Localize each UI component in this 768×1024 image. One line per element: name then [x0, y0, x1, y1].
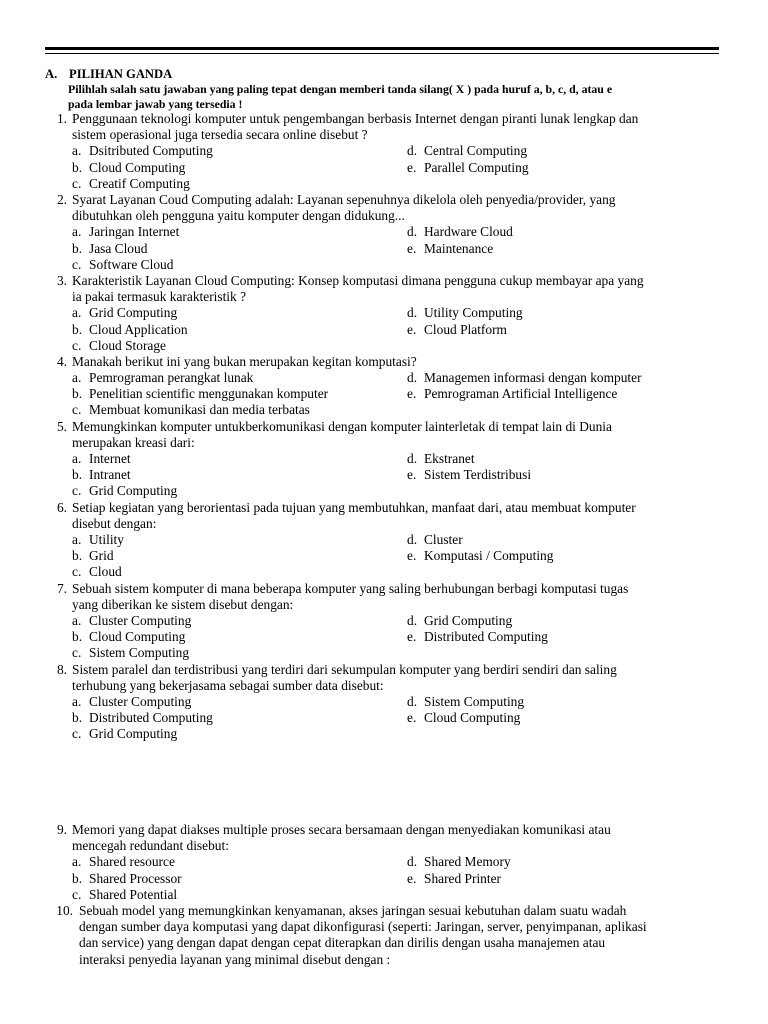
option-text: Shared Processor: [89, 870, 182, 886]
option-row: [45, 871, 725, 887]
question-number: 10.: [56, 902, 73, 918]
option-text: Pemrograman perangkat lunak: [89, 370, 254, 386]
option-row: [45, 176, 725, 192]
option-row: [45, 613, 725, 629]
option-text: Cluster Computing: [89, 693, 192, 709]
option-text: Cloud Computing: [89, 159, 186, 175]
option-letter: e.: [407, 870, 417, 886]
option-letter: e.: [407, 159, 417, 175]
option-row: [45, 143, 725, 159]
question-2-text-line: [45, 192, 725, 208]
answer-options: [45, 694, 725, 743]
option-e: [407, 629, 548, 645]
option-text: Cloud: [89, 564, 122, 580]
option-e: [407, 871, 501, 887]
question-4-text-line: [45, 354, 725, 370]
option-letter: c.: [72, 402, 82, 418]
header-rule-thick: [45, 47, 719, 50]
option-c: [72, 564, 122, 580]
section-title-text: PILIHAN GANDA: [69, 67, 173, 81]
option-letter: e.: [407, 548, 417, 564]
question-number: 5.: [56, 418, 67, 434]
question-text: Sebuah model yang memungkinkan kenyamanan, akses jaringan sesuai kebutuhan dalam suatu wadah: [79, 902, 627, 918]
option-b: [72, 467, 131, 483]
header-rule-thin: [45, 53, 719, 54]
question-8-text-line: [45, 662, 725, 678]
question-number: 4.: [56, 353, 67, 369]
option-text: Cloud Platform: [424, 321, 507, 337]
option-letter: b.: [72, 629, 83, 645]
option-text: Komputasi / Computing: [424, 548, 554, 564]
question-text: Memori yang dapat diakses multiple proses secara bersamaan dengan menyediakan komunikasi atau: [72, 822, 611, 837]
question-9: [45, 822, 725, 903]
option-row: [45, 483, 725, 499]
option-letter: c.: [72, 337, 82, 353]
option-b: [72, 871, 182, 887]
option-d: [407, 451, 475, 467]
option-text: Intranet: [89, 467, 131, 483]
option-row: [45, 322, 725, 338]
question-number: 8.: [56, 661, 67, 677]
option-row: [45, 224, 725, 240]
option-d: [407, 143, 527, 159]
option-row: [45, 887, 725, 903]
question-list-page-part-1: [45, 111, 725, 743]
option-text: Cloud Computing: [424, 710, 521, 726]
question-1-text-line: sistem operasional juga tersedia secara online disebut ?: [72, 127, 368, 143]
option-text: Cloud Storage: [89, 337, 166, 353]
option-letter: a.: [72, 613, 82, 629]
option-text: Cloud Application: [89, 321, 188, 337]
option-row: [45, 370, 725, 386]
option-row: [45, 645, 725, 661]
option-row: [45, 710, 725, 726]
option-text: Sistem Terdistribusi: [424, 467, 532, 483]
option-text: Cluster Computing: [89, 613, 192, 629]
option-text: Shared Printer: [424, 870, 501, 886]
question-10-text-line: dan service) yang dengan dapat dengan cepat diterapkan dan dirilis dengan usaha manajemen atau: [79, 935, 606, 951]
option-text: Distributed Computing: [424, 629, 548, 645]
option-letter: b.: [72, 548, 83, 564]
option-letter: e.: [407, 710, 417, 726]
option-letter: d.: [407, 143, 418, 159]
option-letter: a.: [72, 305, 82, 321]
question-8-text-line: terhubung yang bekerjasama sebagai sumber data disebut:: [72, 677, 384, 693]
option-text: Hardware Cloud: [424, 224, 513, 240]
option-letter: d.: [407, 532, 418, 548]
option-c: [72, 887, 177, 903]
instruction-line-1: Pilihlah salah satu jawaban yang paling tepat dengan memberi tanda silang( X ) pada huruf a, b, c, d, atau e: [68, 82, 613, 96]
option-letter: e.: [407, 240, 417, 256]
option-c: [72, 483, 177, 499]
question-4: [45, 354, 725, 419]
option-e: [407, 160, 529, 176]
option-letter: c.: [72, 175, 82, 191]
option-letter: c.: [72, 564, 82, 580]
option-letter: b.: [72, 240, 83, 256]
question-3-text-line: ia pakai termasuk karakteristik ?: [72, 289, 247, 305]
option-text: Parallel Computing: [424, 159, 529, 175]
option-a: [72, 532, 124, 548]
section-letter: A.: [45, 67, 58, 81]
option-c: [72, 402, 310, 418]
question-number: 9.: [56, 822, 67, 837]
answer-options: [45, 613, 725, 662]
question-number: 6.: [56, 499, 67, 515]
section-header: [45, 66, 725, 112]
question-6-text-line: [45, 500, 725, 516]
option-text: Ekstranet: [424, 451, 475, 467]
option-letter: a.: [72, 224, 82, 240]
option-text: Shared Potential: [89, 886, 178, 902]
option-text: Grid Computing: [89, 726, 178, 742]
question-text: Manakah berikut ini yang bukan merupakan kegitan komputasi?: [72, 353, 417, 369]
answer-options: [45, 305, 725, 354]
question-number: 2.: [56, 191, 67, 207]
option-text: Utility: [89, 532, 124, 548]
option-text: Distributed Computing: [89, 710, 213, 726]
option-row: [45, 257, 725, 273]
option-letter: e.: [407, 386, 417, 402]
option-e: [407, 710, 520, 726]
option-a: [72, 370, 253, 386]
question-6-text-line: disebut dengan:: [72, 515, 157, 531]
option-text: Creatif Computing: [89, 175, 190, 191]
option-row: [45, 726, 725, 742]
option-letter: d.: [407, 613, 418, 629]
option-row: [45, 854, 725, 870]
option-e: [407, 467, 531, 483]
option-text: Managemen informasi dengan komputer: [424, 370, 642, 386]
option-text: Sistem Computing: [424, 693, 525, 709]
question-text: Penggunaan teknologi komputer untuk pengembangan berbasis Internet dengan piranti lunak lengkap dan: [72, 111, 639, 126]
option-letter: a.: [72, 854, 82, 870]
question-number: 1.: [56, 111, 67, 126]
option-text: Penelitian scientific menggunakan komputer: [89, 386, 329, 402]
option-e: [407, 548, 553, 564]
option-text: Cloud Computing: [89, 629, 186, 645]
option-letter: c.: [72, 483, 82, 499]
option-b: [72, 322, 188, 338]
option-letter: a.: [72, 451, 82, 467]
question-6: [45, 500, 725, 581]
question-text: Sebuah sistem komputer di mana beberapa komputer yang saling berhubungan berbagi komputasi tugas: [72, 580, 629, 596]
option-row: [45, 241, 725, 257]
option-row: [45, 694, 725, 710]
option-letter: a.: [72, 693, 82, 709]
answer-options: [45, 532, 725, 581]
section-title: [45, 66, 725, 82]
option-letter: d.: [407, 370, 418, 386]
question-5-text-line: merupakan kreasi dari:: [72, 434, 195, 450]
option-b: [72, 710, 213, 726]
option-b: [72, 160, 185, 176]
option-e: [407, 241, 493, 257]
option-row: [45, 532, 725, 548]
option-letter: a.: [72, 143, 82, 159]
option-text: Central Computing: [424, 143, 528, 159]
question-3-text-line: [45, 273, 725, 289]
option-letter: c.: [72, 645, 82, 661]
option-a: [72, 694, 191, 710]
question-10: [45, 903, 725, 968]
question-number: 3.: [56, 272, 67, 288]
option-a: [72, 143, 213, 159]
option-letter: b.: [72, 386, 83, 402]
option-row: [45, 451, 725, 467]
option-d: [407, 532, 463, 548]
option-b: [72, 548, 114, 564]
option-d: [407, 370, 642, 386]
option-d: [407, 305, 523, 321]
question-7: [45, 581, 725, 662]
question-10-text-line: interaksi penyedia layanan yang minimal disebut dengan :: [79, 951, 391, 967]
question-7-text-line: yang diberikan ke sistem disebut dengan:: [72, 596, 294, 612]
question-text: Setiap kegiatan yang berorientasi pada tujuan yang membutuhkan, manfaat dari, atau membuat komputer: [72, 499, 636, 515]
option-text: Utility Computing: [424, 305, 523, 321]
option-letter: c.: [72, 256, 82, 272]
option-text: Cluster: [424, 532, 463, 548]
question-9-text-line: mencegah redundant disebut:: [72, 838, 229, 854]
answer-options: [45, 143, 725, 192]
question-10-text-line: [45, 903, 725, 919]
option-text: Internet: [89, 451, 131, 467]
answer-options: [45, 451, 725, 500]
option-row: [45, 402, 725, 418]
question-5: [45, 419, 725, 500]
option-letter: b.: [72, 159, 83, 175]
option-text: Software Cloud: [89, 256, 174, 272]
option-c: [72, 338, 166, 354]
option-letter: d.: [407, 451, 418, 467]
option-d: [407, 854, 511, 870]
answer-options: [45, 854, 725, 903]
question-3: [45, 273, 725, 354]
answer-options: [45, 224, 725, 273]
option-row: [45, 629, 725, 645]
option-text: Jaringan Internet: [89, 224, 180, 240]
option-letter: c.: [72, 726, 82, 742]
question-2-text-line: dibutuhkan oleh pengguna yaitu komputer dengan didukung...: [72, 208, 405, 224]
question-text: Sistem paralel dan terdistribusi yang terdiri dari sekumpulan komputer yang berdiri sendiri dan saling: [72, 661, 617, 677]
instruction-line-2: pada lembar jawab yang tersedia !: [68, 97, 243, 111]
option-letter: d.: [407, 224, 418, 240]
question-2: [45, 192, 725, 273]
option-a: [72, 305, 177, 321]
option-row: [45, 305, 725, 321]
option-text: Grid Computing: [424, 613, 513, 629]
option-letter: b.: [72, 710, 83, 726]
option-text: Shared Memory: [424, 854, 511, 870]
question-text: Syarat Layanan Coud Computing adalah: Layanan sepenuhnya dikelola oleh penyedia/provider, yang: [72, 191, 616, 207]
option-e: [407, 322, 507, 338]
question-number: 7.: [56, 580, 67, 596]
question-text: Memungkinkan komputer untukberkomunikasi dengan komputer lainterletak di tempat lain di Dunia: [72, 418, 612, 434]
option-letter: c.: [72, 886, 82, 902]
option-letter: b.: [72, 870, 83, 886]
question-list-page-part-2: [45, 822, 725, 968]
question-7-text-line: [45, 581, 725, 597]
option-b: [72, 241, 147, 257]
option-d: [407, 224, 513, 240]
option-letter: b.: [72, 467, 83, 483]
option-e: [407, 386, 617, 402]
option-a: [72, 451, 131, 467]
option-row: [45, 338, 725, 354]
option-text: Maintenance: [424, 240, 494, 256]
question-8: [45, 662, 725, 743]
question-9-text-line: [45, 822, 725, 838]
option-c: [72, 176, 190, 192]
option-letter: d.: [407, 854, 418, 870]
option-text: Grid Computing: [89, 305, 178, 321]
answer-options: [45, 370, 725, 419]
option-c: [72, 645, 189, 661]
option-letter: e.: [407, 629, 417, 645]
option-text: Grid Computing: [89, 483, 178, 499]
option-letter: e.: [407, 467, 417, 483]
option-d: [407, 613, 512, 629]
option-text: Pemrograman Artificial Intelligence: [424, 386, 618, 402]
question-10-text-line: dengan sumber daya komputasi yang dapat dikonfigurasi (seperti: Jaringan, server, penyimpanan, aplikasi: [79, 919, 647, 935]
option-a: [72, 854, 175, 870]
option-row: [45, 386, 725, 402]
option-letter: b.: [72, 321, 83, 337]
option-letter: d.: [407, 693, 418, 709]
option-a: [72, 224, 179, 240]
option-letter: a.: [72, 370, 82, 386]
option-b: [72, 629, 185, 645]
option-letter: a.: [72, 532, 82, 548]
option-c: [72, 257, 173, 273]
option-c: [72, 726, 177, 742]
option-row: [45, 160, 725, 176]
option-text: Sistem Computing: [89, 645, 190, 661]
option-row: [45, 564, 725, 580]
question-5-text-line: [45, 419, 725, 435]
option-text: Jasa Cloud: [89, 240, 148, 256]
option-b: [72, 386, 328, 402]
option-d: [407, 694, 524, 710]
question-text: Karakteristik Layanan Cloud Computing: Konsep komputasi dimana pengguna cukup membayar apa yang: [72, 272, 644, 288]
option-letter: d.: [407, 305, 418, 321]
question-1: [45, 111, 725, 192]
option-letter: e.: [407, 321, 417, 337]
option-text: Dsitributed Computing: [89, 143, 213, 159]
option-text: Grid: [89, 548, 114, 564]
option-row: [45, 548, 725, 564]
option-text: Membuat komunikasi dan media terbatas: [89, 402, 310, 418]
option-text: Shared resource: [89, 854, 175, 870]
question-1-text-line: [45, 111, 725, 127]
option-row: [45, 467, 725, 483]
option-a: [72, 613, 191, 629]
